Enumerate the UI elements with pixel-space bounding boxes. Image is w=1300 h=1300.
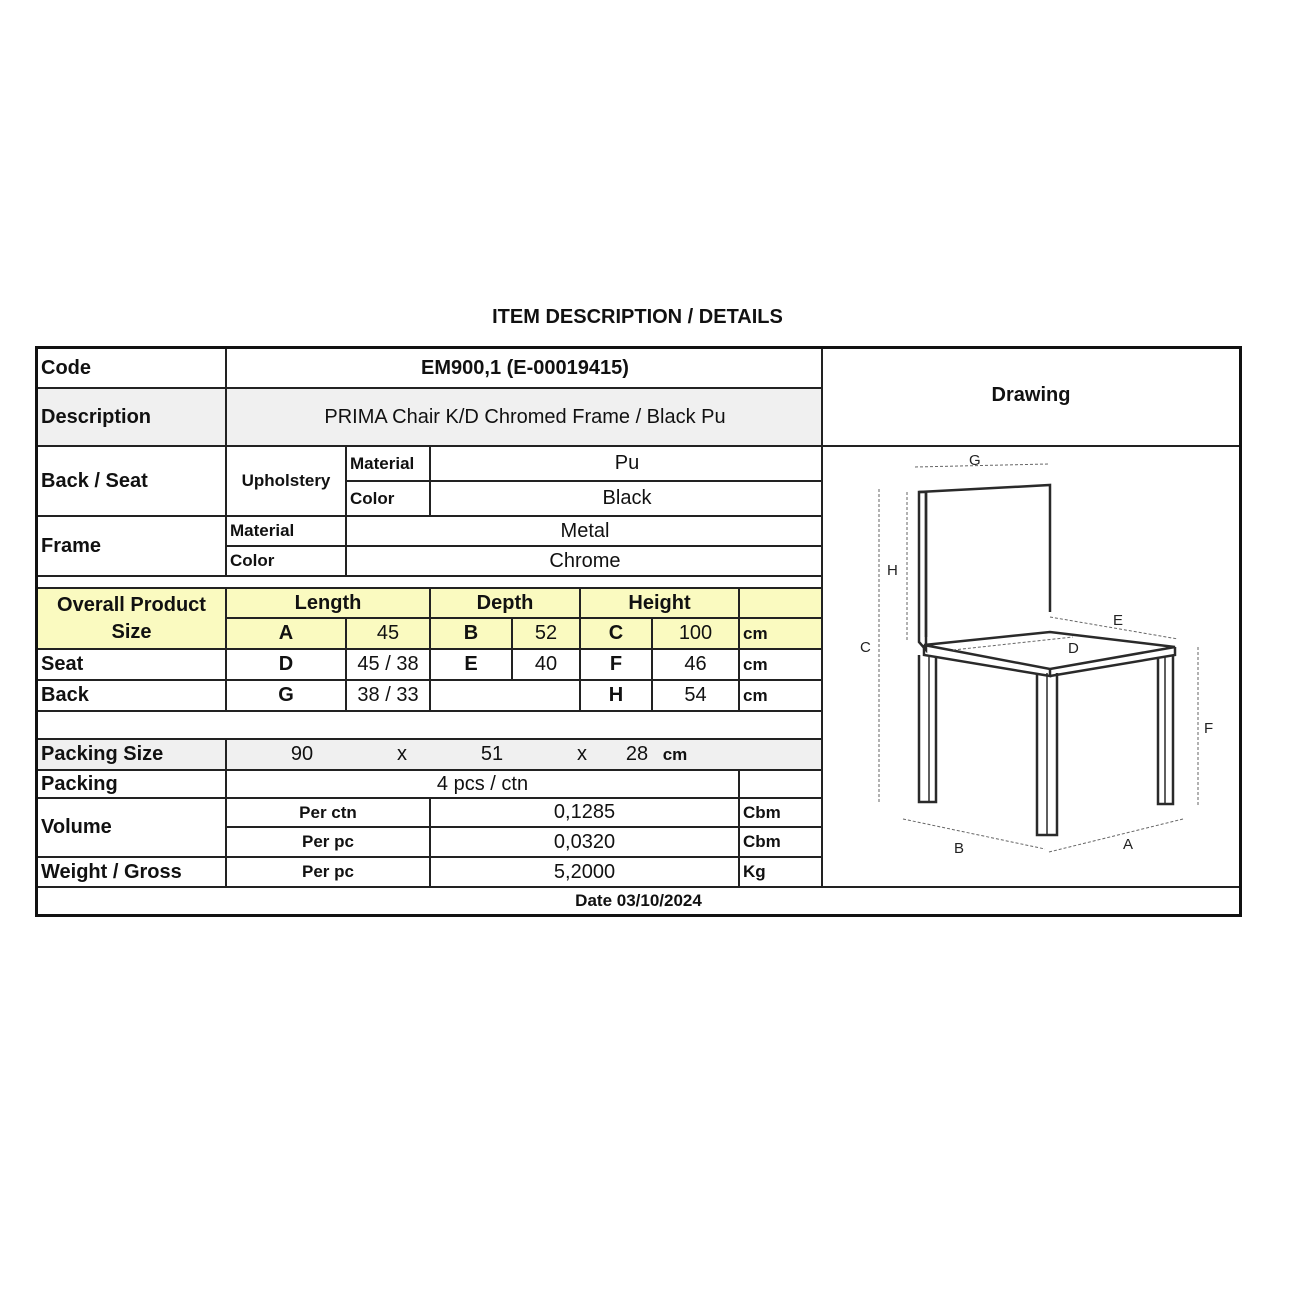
back-color-value: Black — [429, 480, 823, 515]
seat-unit: cm — [738, 648, 823, 679]
dim-b-value: 52 — [511, 617, 579, 648]
chair-drawing — [823, 447, 1241, 888]
volume-per-ctn-label: Per ctn — [225, 797, 429, 826]
packing-x1: x — [397, 743, 407, 765]
back-seat-label: Back / Seat — [38, 445, 225, 515]
upholstery-label: Upholstery — [225, 445, 345, 515]
drawing-letter-h: H — [887, 562, 898, 579]
spacer-row — [38, 575, 823, 587]
packing-size-values — [225, 738, 823, 769]
drawing-letter-b: B — [954, 840, 965, 857]
page-title: ITEM DESCRIPTION / DETAILS — [492, 306, 783, 328]
drawing-letter-f: F — [1204, 720, 1214, 737]
length-header: Length — [225, 587, 429, 617]
drawing-letter-e: E — [1113, 612, 1124, 629]
volume-per-pc-value: 0,0320 — [429, 826, 738, 856]
frame-color-value: Chrome — [345, 545, 823, 575]
frame-label: Frame — [38, 515, 225, 575]
dim-h-letter: H — [579, 679, 651, 710]
code-value: EM900,1 (E-00019415) — [225, 349, 823, 387]
dim-d-value: 45 / 38 — [345, 648, 429, 679]
frame-color-label: Color — [225, 545, 345, 575]
dim-g-letter: G — [225, 679, 345, 710]
drawing-area — [821, 445, 1239, 886]
volume-per-ctn-value: 0,1285 — [429, 797, 738, 826]
height-header: Height — [579, 587, 738, 617]
volume-per-pc-label: Per pc — [225, 826, 429, 856]
dim-e-letter: E — [429, 648, 511, 679]
drawing-letter-c: C — [860, 639, 871, 656]
back-material-value: Pu — [429, 445, 823, 480]
back-empty-cell — [429, 679, 579, 710]
code-label: Code — [41, 356, 91, 379]
packing-x2: x — [577, 743, 587, 765]
volume-per-ctn-unit: Cbm — [738, 797, 823, 826]
dim-c-letter: C — [579, 617, 651, 648]
packing-unit: cm — [662, 744, 688, 764]
packing-length: 90 — [290, 743, 314, 765]
volume-per-pc-unit: Cbm — [738, 826, 823, 856]
drawing-letter-g: G — [969, 452, 981, 469]
frame-material-value: Metal — [345, 515, 823, 545]
drawing-letter-a: A — [1123, 836, 1134, 853]
dim-a-value: 45 — [345, 617, 429, 648]
drawing-letter-d: D — [1068, 640, 1079, 657]
back-color-label: Color — [345, 480, 429, 515]
unit-header-empty — [738, 587, 823, 617]
dim-b-letter: B — [429, 617, 511, 648]
packing-height: 28 — [625, 743, 649, 765]
overall-unit: cm — [738, 617, 823, 648]
overall-size-label: Overall Product Size — [38, 587, 225, 648]
dim-g-value: 38 / 33 — [345, 679, 429, 710]
weight-unit: Kg — [738, 856, 823, 886]
back-material-label: Material — [345, 445, 429, 480]
frame-material-label: Material — [225, 515, 345, 545]
dim-h-value: 54 — [651, 679, 738, 710]
packing-label: Packing — [38, 769, 225, 797]
weight-per-pc-value: 5,2000 — [429, 856, 738, 886]
volume-label: Volume — [38, 797, 225, 856]
date-footer: Date 03/10/2024 — [38, 886, 1239, 914]
drawing-label: Drawing — [821, 349, 1239, 445]
spacer-row-2 — [38, 710, 823, 738]
packing-empty — [738, 769, 823, 797]
description-value: PRIMA Chair K/D Chromed Frame / Black Pu — [225, 387, 823, 445]
packing-value: 4 pcs / ctn — [225, 769, 738, 797]
weight-label: Weight / Gross — [38, 856, 225, 886]
depth-header: Depth — [429, 587, 579, 617]
dim-f-value: 46 — [651, 648, 738, 679]
back-label: Back — [38, 679, 225, 710]
packing-size-label: Packing Size — [38, 738, 225, 769]
details-table — [35, 346, 1242, 917]
back-unit: cm — [738, 679, 823, 710]
dim-f-letter: F — [579, 648, 651, 679]
seat-label: Seat — [38, 648, 225, 679]
weight-per-pc-label: Per pc — [225, 856, 429, 886]
dim-d-letter: D — [225, 648, 345, 679]
dim-e-value: 40 — [511, 648, 579, 679]
dim-c-value: 100 — [651, 617, 738, 648]
description-label: Description — [38, 387, 225, 445]
dim-a-letter: A — [225, 617, 345, 648]
packing-width: 51 — [480, 743, 504, 765]
